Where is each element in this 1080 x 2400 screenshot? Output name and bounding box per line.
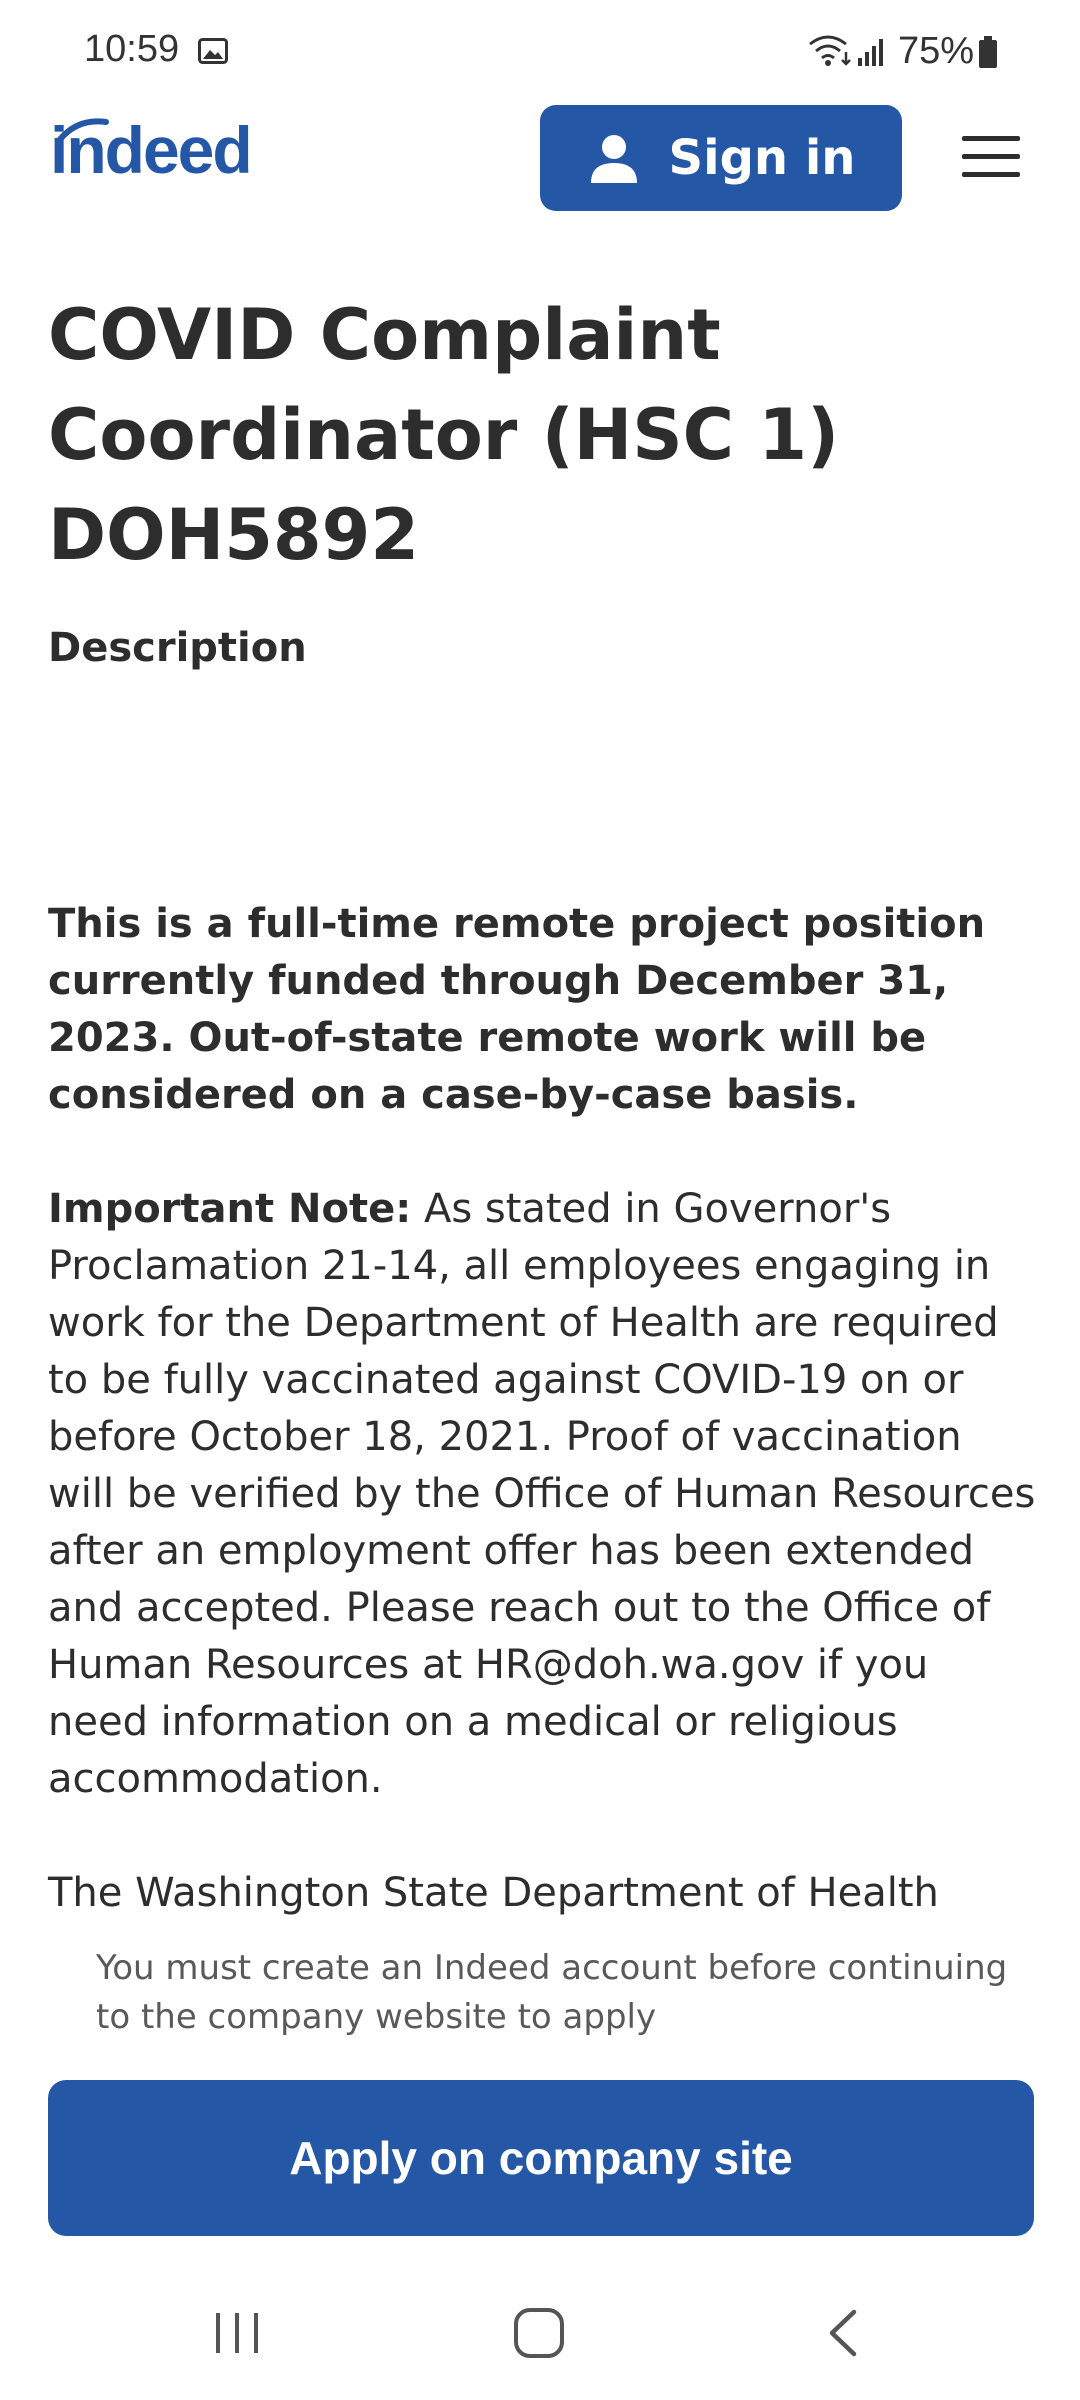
department-paragraph: The Washington State Department of Health	[48, 1870, 939, 1916]
hamburger-menu-icon[interactable]	[962, 136, 1020, 180]
battery-icon	[978, 36, 998, 68]
status-bar	[0, 0, 1080, 100]
wifi-icon	[808, 34, 852, 68]
battery-percentage: 75%	[898, 30, 975, 72]
important-note-text: As stated in Governor's Proclamation 21-14, all employees engaging in work for the Department of Health are required to be fully vaccinated against COVID-19 on or before October 18, 2021. Proof of vaccination will be verified by the Office of Human Resources after an employment offer has been extended and accepted. Please reach out to the Office of Human Resources at HR@doh.wa.gov if you need information on a medical or religious accommodation.	[48, 1186, 1036, 1802]
header	[0, 100, 1080, 220]
gallery-icon	[198, 38, 228, 64]
indeed-logo[interactable]: indeed	[50, 113, 251, 187]
account-required-note: You must create an Indeed account before continuing to the company website to apply	[96, 1948, 1008, 2037]
recent-apps-icon[interactable]	[212, 2308, 262, 2358]
important-note-label: Important Note:	[48, 1186, 412, 1232]
status-time: 10:59	[84, 28, 180, 70]
important-note-paragraph	[48, 1181, 1038, 1808]
signal-icon	[856, 36, 888, 68]
back-icon[interactable]	[822, 2306, 862, 2360]
home-icon[interactable]	[512, 2306, 566, 2360]
description-heading: Description	[48, 625, 307, 671]
job-title: COVID Complaint Coordinator (HSC 1) DOH5892	[48, 294, 840, 576]
remote-position-paragraph: This is a full-time remote project position currently funded through December 31, 2023. Out-of-state remote work will be considered on a case-by-case basis.	[48, 901, 986, 1118]
sign-in-button[interactable]	[540, 105, 902, 211]
system-navigation-bar	[0, 2270, 1080, 2400]
sign-in-label: Sign in	[668, 130, 856, 186]
apply-on-company-site-button[interactable]: Apply on company site	[48, 2080, 1034, 2236]
person-icon	[587, 131, 641, 185]
